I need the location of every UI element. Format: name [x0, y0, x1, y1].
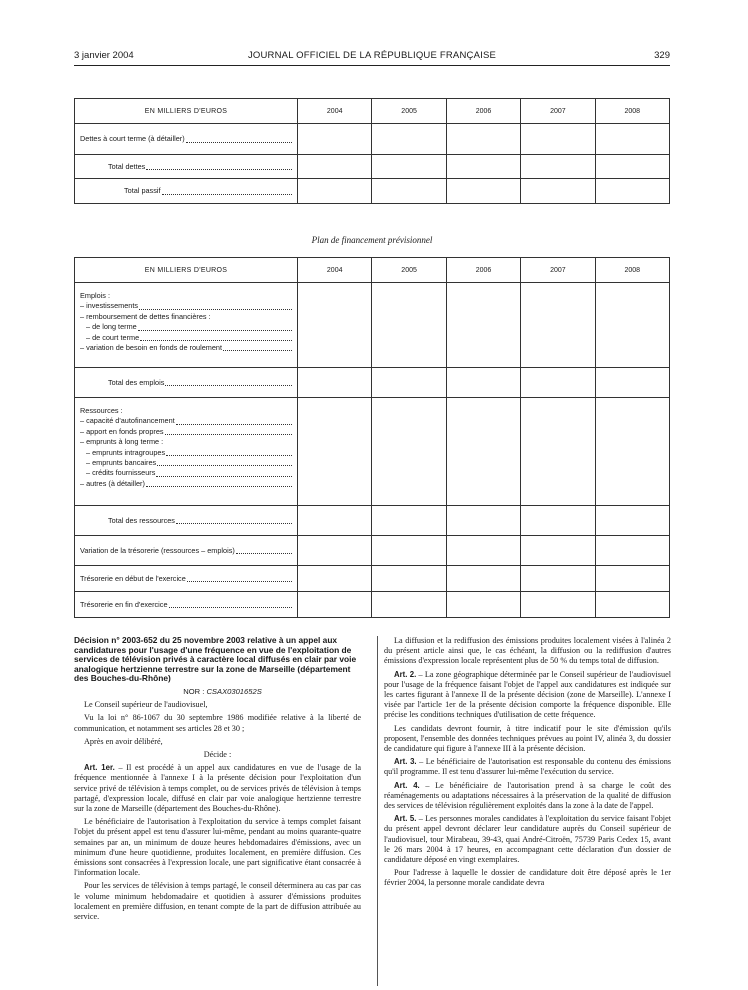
paragraph: Pour l'adresse à laquelle le dossier de candidature doit être déposé après le 1er février 2004, la personne morale candidate devra [384, 868, 671, 888]
column-header-year: 2004 [298, 99, 372, 124]
column-header-year: 2008 [595, 99, 669, 124]
row-label: Total dettes [80, 162, 292, 172]
row-label: Variation de la trésorerie (ressources – emplois) [80, 546, 292, 556]
body-column-left [74, 636, 361, 925]
row-label: Total des ressources [80, 516, 292, 526]
column-header-label: EN MILLIERS D'EUROS [75, 99, 298, 124]
table-row-emplois [75, 283, 670, 368]
paragraph: Le bénéficiaire de l'autorisation à l'exploitation du service à temps complet faisant l'objet du présent appel est tenu d'assurer lui-même, pendant au moins quarante-quatre semaines par an, un minimum de douze heures hebdomadaires d'émissions, avec un minimum d'une heure quotidienne, produites localement, en première diffusion. Ces émissions sont consacrées à l'expression locale, une part significative étant consacrée à l'information locale. [74, 817, 361, 878]
row-label: – capacité d'autofinancement [80, 416, 292, 426]
table-row-ressources [75, 398, 670, 506]
article-2: Art. 2. – La zone géographique déterminée par le Conseil supérieur de l'audiovisuel pour l'usage de la fréquence faisant l'objet de l'appel aux candidatures est indiquée sur les cartes figurant à l'annexe II de la présente décision (zone de Marseille). L'annexe I visée par l'article 1er de la présente décision comporte la fréquence disponible. Elle précise les conditions techniques d'utilisation de cette fréquence. [384, 669, 671, 720]
column-header-year: 2008 [595, 258, 669, 283]
article-4: Art. 4. – Le bénéficiaire de l'autorisation prend à sa charge le coût des réaménagements ou adaptations nécessaires à la préservation de la qualité de diffusion des services de télévision régulièrement exploités dans la zone à la date de l'appel. [384, 780, 671, 811]
row-label: – emprunts intragroupes [80, 448, 292, 458]
article-5: Art. 5. – Les personnes morales candidates à l'exploitation du service faisant l'objet du présent appel devront déclarer leur candidature auprès du Conseil supérieur de l'audiovisuel, tour Mirabeau, 39-43, quai André-Citroën, 75739 Paris Cedex 15, avant le 26 mars 2004 à 17 heures, en accompagnant cette déclaration d'un dossier de candidature déposé en vingt exemplaires. [384, 814, 671, 865]
page-number: 329 [654, 50, 670, 61]
paragraph: Le Conseil supérieur de l'audiovisuel, [84, 700, 208, 710]
journal-title: JOURNAL OFFICIEL DE LA RÉPUBLIQUE FRANÇAISE [247, 50, 497, 61]
table-row [75, 536, 670, 566]
table-row [75, 155, 670, 179]
row-label: Trésorerie en début de l'exercice [80, 574, 292, 584]
table-row [75, 566, 670, 592]
header-rule [74, 65, 670, 66]
paragraph: Pour les services de télévision à temps partagé, le conseil déterminera au cas par cas le volume minimum hebdomadaire et quotidien à assurer d'émissions produites localement en première diffusion, en tenant compte de la part de diffusion attribuée au service. [74, 881, 361, 922]
article-3: Art. 3. – Le bénéficiaire de l'autorisation est responsable du contenu des émissions qu'il programme. Il est tenu d'assurer lui-même l'exécution du service. [384, 757, 671, 777]
row-label: – investissements [80, 301, 292, 311]
column-header-year: 2006 [446, 258, 520, 283]
row-label: Trésorerie en fin d'exercice [80, 600, 292, 610]
section-title: Emplois : [80, 291, 111, 300]
row-label: – emprunts à long terme : [80, 437, 164, 447]
paragraph: Vu la loi n° 86-1067 du 30 septembre 1986 modifiée relative à la liberté de communication, et notamment ses articles 28 et 30 ; [74, 713, 361, 733]
column-header-year: 2007 [521, 99, 595, 124]
row-label: Total des emplois [80, 378, 292, 388]
paragraph: Après en avoir délibéré, [84, 736, 163, 746]
paragraph: La diffusion et la rediffusion des émissions produites localement visées à l'alinéa 2 du présent article ainsi que, le cas échéant, la diffusion ou la rediffusion d'autres émissions d'expression locale représentent plus de 50 % du temps total de diffusion. [384, 636, 671, 666]
decide-heading: Décide : [203, 749, 232, 759]
row-label: – autres (à détailler) [80, 479, 292, 489]
table-row [75, 592, 670, 618]
column-header-year: 2007 [521, 258, 595, 283]
running-header [74, 50, 670, 64]
table-header-row [75, 99, 670, 124]
row-label: – de long terme [80, 322, 292, 332]
row-label: – de court terme [80, 333, 292, 343]
table-caption: Plan de financement prévisionnel [311, 235, 433, 245]
paragraph: Les candidats devront fournir, à titre indicatif pour le site d'émission qu'ils proposent, l'ensemble des données techniques prévues au point IV, alinéa 3, du dossier de candidature qui figure à l'annexe III à la présente décision. [384, 723, 671, 754]
column-header-year: 2004 [298, 258, 372, 283]
row-label: – remboursement de dettes financières : [80, 311, 211, 321]
row-label: – crédits fournisseurs [80, 468, 292, 478]
column-header-year: 2005 [372, 258, 446, 283]
table-row [75, 506, 670, 536]
header-date: 3 janvier 2004 [74, 50, 134, 61]
decision-title: Décision n° 2003-652 du 25 novembre 2003 relative à un appel aux candidatures pour l'usage d'une fréquence en vue de l'exploitation de services de télévision privés à caractère local diffusés en clair par voie analogique hertzienne terrestre sur la zone de Marseille (département des Bouches-du-Rhône) [74, 635, 357, 684]
column-header-year: 2006 [446, 99, 520, 124]
section-title: Ressources : [80, 406, 123, 415]
column-header-year: 2005 [372, 99, 446, 124]
nor-reference: NOR : CSAX0301652S [183, 686, 262, 696]
table-header-row [75, 258, 670, 283]
article-1: Art. 1er. – Il est procédé à un appel aux candidatures en vue de l'usage de la fréquence mentionnée à l'annexe I à la présente décision pour l'exploitation d'un service privé de télévision à temps complet, ou de services privés de télévision à temps partagé, d'expression locale, diffusé en clair par voie analogique hertzienne terrestre sur la zone de Marseille (département des Bouches-du-Rhône). [74, 763, 361, 813]
financing-plan-table [74, 257, 670, 618]
row-label: – apport en fonds propres [80, 427, 292, 437]
passif-table [74, 98, 670, 204]
row-label: Dettes à court terme (à détailler) [80, 134, 292, 144]
table-row [75, 179, 670, 204]
table-row [75, 124, 670, 155]
row-label: – variation de besoin en fonds de roulement [80, 343, 292, 353]
body-column-right [384, 636, 671, 892]
row-label: Total passif [80, 186, 292, 196]
row-label: – emprunts bancaires [80, 458, 292, 468]
column-header-label: EN MILLIERS D'EUROS [75, 258, 298, 283]
column-divider [377, 636, 378, 986]
table-row [75, 368, 670, 398]
